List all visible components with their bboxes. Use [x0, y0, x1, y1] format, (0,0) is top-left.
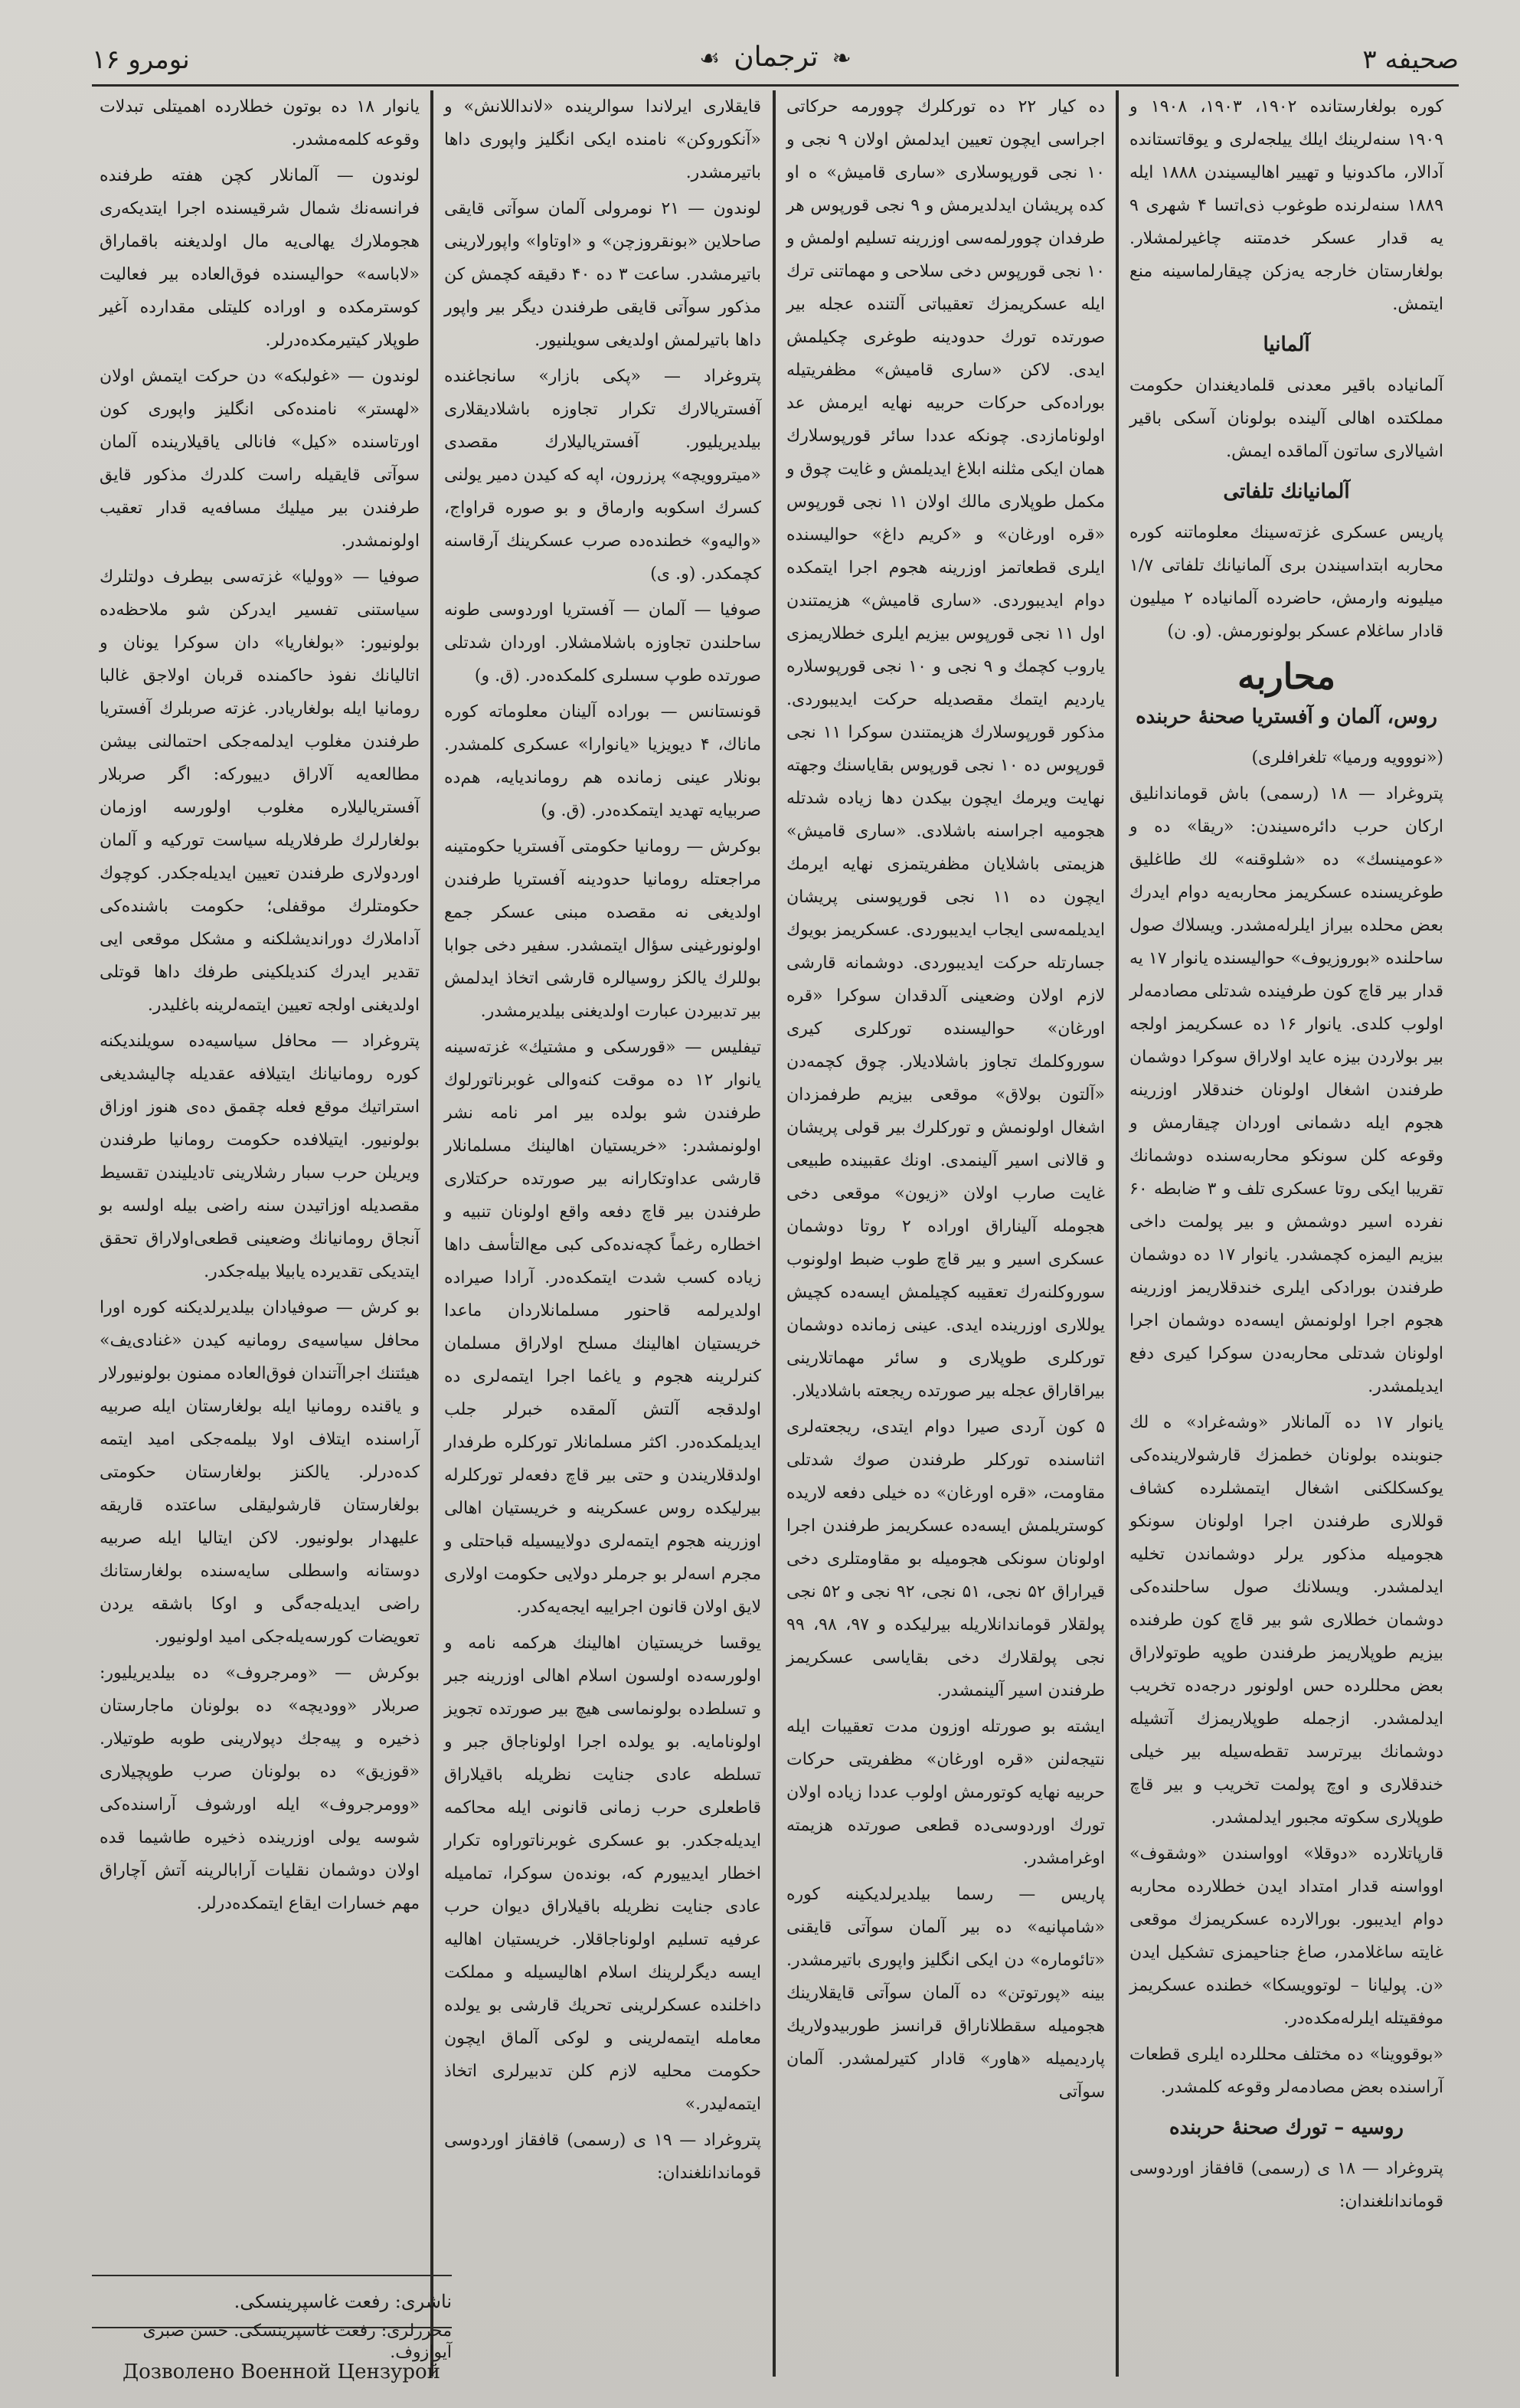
- page-number: صحیفه ۳: [1362, 44, 1459, 75]
- article-paragraph: پتروغراد — ۱۸ (رسمی) باش قوماندانلیق ارکان حرب دائره‌سیندن: «ریقا» ده و «عومینسك» ده «شلوقنه» لك طاغلیق طوغریسنده عسکریمز محاربه‌یه دوام ایدرك بعض محلده بیراز ایلرله‌مشدر. ویسلاك صول ساحلنده «بوروزیوف» حوالیسنده یانوار ۱۷ یه قدار بیر قاچ کون طرفینده شدتلی مصادمه‌لر اولوب کلدی. یانوار ۱۶ ده عسکریمز اولجه بیر بولاردن بیزه عاید اولاراق سوکرا دوشمان طرفندن اشغال اولونان خندقلار اوزرینه هجوم ایله دشمانی اوردان چیقارمش و وقوعه کلن سونکو محاربه‌سنده دوشمانك تقریبا ایکی روتا عسکری تلف و ۳ ضابطه ۶۰ نفرده اسیر دوشمش و بیر پولمت داخی بیزیم الیمزه کچمشدر. یانوار ۱۷ ده دوشمان طرفندن بورادکی ایلری خندقلاریمز اوزرینه هجوم اجرا اولونمش ایسه‌ده دوشمان اجرا اولونان شدتلی محاربه‌دن سوکرا کیری دفع ایدیلمشدر.: [1129, 784, 1443, 1396]
- section-heading: محاربه: [1237, 656, 1336, 697]
- article-paragraph: آلمانیاده باقیر معدنی قلمادیغندان حکومت مملکتده اهالی آلینده بولونان آسکی باقیر اشیالاری ساتون آلماقده ایمش.: [1129, 376, 1443, 461]
- column-divider: [773, 90, 776, 2377]
- publisher-line: [92, 2284, 452, 2319]
- article-paragraph: قایقلاری ایرلاندا سوالرینده «لانداللانش» و «آنکوروکن» نامنده ایکی انگلیز واپوری داها باتیرمشدر.: [444, 97, 761, 182]
- column-1: [1122, 90, 1451, 2377]
- editor-name: حسن صبری آیوازوف.: [142, 2321, 452, 2362]
- column-4: [92, 90, 427, 2250]
- article-paragraph: «بوقووینا» ده مختلف محللرده ایلری قطعات آراسنده بعض مصادمه‌لر وقوعه کلمشدر.: [1129, 2045, 1443, 2097]
- article-paragraph: قونستانس — بوراده آلینان معلوماته کوره ماناك، ۴ دیویزیا «یانوارا» عسکری کلمشدر. بونلار عینی زمانده هم روماندیایه، هم‌ده صربیایه تهدید ایتمکده‌در. (ق. و): [444, 702, 761, 820]
- article-paragraph: پتروغراد — محافل سیاسیه‌ده سویلندیکنه کوره رومانیانك ایتیلافه عقدیله چالیشدیغی استراتیك موقع فعله چقمق ده‌ی هنوز اوزاق بولونیور. ایتیلافده حکومت رومانیا طرفندن ویریلن حرب سبار رشلارینی تادیلیندن تقسیط مقصدیله اوزاتیدن سنه راضی بیله اولسه بو آنجاق رومانیانك وضعینی قطعی‌اولاراق تحقق ایتدیکی تقدیرده یابیلا بیله‌جکدر.: [100, 1032, 420, 1281]
- article-paragraph: ۵ کون آردی صیرا دوام ایتدی، ریجعته‌لری اثناسنده تورکلر طرفندن صوك شدتلی مقاومت، «قره اورغان» ده خیلی دفعه لاریده کوستریلمش ایسه‌ده عسکریمز طرفندن اجرا اولونان سونکی هجومیله بو مقاومتلری دخی قیراراق ۵۲ نجی، ۵۱ نجی، ۹۲ نجی و ۵۲ نجی پولقلار قوماندانلاریله بیرلیکده و ۹۷، ۹۸، ۹۹ نجی پولقلارك دخی بقایاسی عسکریمز طرفندن اسیر آلینمشدر.: [786, 1418, 1106, 1700]
- masthead: [92, 41, 1459, 73]
- article-paragraph: پتروغراد — ۱۹ ی (رسمی) قافقاز اوردوسی قوماندانلغندان:: [444, 2131, 761, 2183]
- section-subheading: آلمانیانك تلفاتی: [1223, 480, 1350, 503]
- column-divider: [1116, 90, 1119, 2377]
- article-paragraph: یوقسا خریستیان اهالینك هرکمه نامه و اولورسه‌ده اولسون اسلام اهالی اوزرینه جبر و تسلط‌ده بولونماسی هیچ بیر صورتده تجویز اولونامایه. بو یولده اجرا اولوناجاق جبر و تسلطه عادی جنایت نظریله باقیلاراق قاطعلری حرب زمانی قانونی ایله محاکمه ایدیله‌جکدر. بو عسکری غوبرناتوراوه تکرار اخطار ایدییورم که، بونده‌ن سوکرا، تمامیله عادی جنایت نظریله باقیلاراق دیوان حرب عرفیه تسلیم اولوناجاقلار. خریستیان اهالیه ایسه دیگرلرینك اسلام اهالیسیله و مملکت داخلنده عسکرلرینی تحریك قارشی بو یولده معامله ایتمه‌لرینی و لوکی آلماق ایچون حکومت محلیه لازم کلن تدبیرلری اتخاذ ایتمه‌لیدر.»: [444, 1634, 761, 2114]
- issue-number: نومرو ۱۶: [92, 44, 190, 75]
- editors-label: محررلری:: [381, 2321, 452, 2341]
- article-paragraph: یانوار ۱۷ ده آلمانلار «وشه‌غراد» ه لك جنوبنده بولونان خطمزك قارشولارینده‌کی یوکسکلکنی اشغال ایتمشلرده کشاف قوللاری طرفندن اجرا اولونان سونکو هجومیله مذکور یرلر دوشماندن تخلیه ایدلمشدر. ویسلانك صول ساحلنده‌کی دوشمان خطلاری شو بیر قاچ کون طرفنده بیزیم طوپلاریمز طرفندن طوپه طوتولاراق بعض محللرده حس اولونور درجه‌ده تخریب ایدلمشدر. ازجمله طوپلاریمزك آتشیله دوشمانك بیرترسد تقطه‌سیله بیر خیلی خندقلاری و اوچ پولمت تخریب و بیر قاچ طوپلاری سکوته مجبور ایدلمشدر.: [1129, 1413, 1444, 1827]
- ornament-icon: ☙: [699, 45, 721, 72]
- article-paragraph: لوندون — ۲۱ نومرولی آلمان سوآتی قایقی صاحلاین «بونقروزچن» و «اوتاوا» واپورلارینی باتیرمشدر. ساعت ۳ ده ۴۰ دقیقه کچمش کن مذکور سوآتی قایقی طرفندن دیگر بیر واپور داها باتیرلمش اولدیغی سویلنیور.: [444, 199, 761, 350]
- article-paragraph: صوفیا — «وولیا» غزته‌سی بیطرف دولتلرك سیاستنی تفسیر ایدرکن شو ملاحظه‌ده بولونیور: «بولغاریا» دان سوکرا یونان و اتالیانك نفوذ حاکمنده قربان اولاجق غالبا رومانیا ایله بولغاریادر. غزته صربلرك آفستریا طرفندن مغلوب ایدلمه‌جکی احتمالنی بیشن مطالعه‌یه آلاراق دییورکه: اگر صربلار آفستریالیلاره مغلوب اولورسه اوزمان بولغارلرك طرفلاریله سیاست تورکیه و آلمان اوردولاری طرفندن تعیین ایدیله‌جکدر. کوچوك حکومتلرك موقفلی؛ حکومت باشنده‌کی آداملارك دوراندیشلکنه و مشکل موقعی ایی تقدیر ایدرك کندیلکینی طرفك داها قوتلی اولدیغنی اولجه تعیین ایتمه‌لرینه باغلیدر.: [100, 568, 420, 1015]
- article-paragraph: بوکرش — رومانیا حکومتی آفستریا حکومتینه مراجعتله رومانیا حدودینه آفستریا طرفندن اولدیغی نه مقصده مبنی عسکر جمع اولونورغینی سؤال ایتمشدر. سفیر دخی جوابا بوللرك یالکز روسیالره قارشی اتخاذ ایدلمش بیر تدبیردن عبارت اولدیغنی بیلدیرمشدر.: [444, 837, 761, 1021]
- censor-note: Дозволено Военной Цензурой: [123, 2361, 440, 2383]
- masthead-title: ترجمان: [734, 41, 819, 73]
- article-paragraph: لوندون — آلمانلار کچن هفته طرفنده فرانسه‌نك شمال شرقیسنده اجرا ایتدیکه‌ری هجوملارك یهالی‌یه مال اولدیغنه باقماراق «لاباسه» حوالیسنده فوق‌العاده بیر فعالیت کوسترمکده و اوراده کلیتلی مقدارده آغیر طوپلار کیتیرمکده‌درلر.: [100, 166, 420, 350]
- article-paragraph: تیفلیس — «قورسکی و مشتیك» غزته‌سینه یانوار ۱۲ ده موقت کنه‌والی غوبرناتورلوك طرفندن شو بولده بیر امر نامه نشر اولونمشدر: «خریستیان اهالینك مسلمانلار قارشی عداوتکارانه بیر صورتده حرکتلاری طرفندن بیر قاچ دفعه واقع اولونان تنبیه و اخطاره رغماً کچه‌نده‌کی کبی مع‌التأسف داها زیاده کسب شدت ایتمکده‌در. آرادا صیراده اولدیرلمه قاحنور مسلمانلاردان ماعدا خریستیان اهالینك مسلح اولاراق مسلمان کنرلرینه هجوم و یاغما اجرا ایتمه‌لری ده اولدقجه آلتش آلمقده خبرلر جلب ایدیلمکده‌در. اکثر مسلمانلار تورکلره طرفدار اولدقلاریندن و حتی بیر قاچ دفعه‌لر تورکلرله بیرلیکده روس عسکرینه و خریستیان اهالی اوزرینه هجوم ایتمه‌لری دولاییسیله قباحتلی و مجرم اسه‌لر بو جرملر دولایی حکومت اولاری لایق اولان قانون اجراییه ایجه‌یه‌کدر.: [444, 1038, 761, 1617]
- article-paragraph: ایشته بو صورتله اوزون مدت تعقیبات ایله نتیجه‌لنن «قره اورغان» مظفریتی حرکات حربیه نهایه کوتورمش اولوب عددا زیاده اولان تورك اوردوسی‌ده قطعی صورتده هزیمته اوغرامشدر.: [786, 1717, 1105, 1868]
- section-subheading: روس، آلمان و آفستریا صحنهٔ حربنده: [1136, 705, 1437, 728]
- article-paragraph: قارپاتلارده «دوقلا» اوواسندن «وشقوف» اوواسنه قدار امتداد ایدن خطلارده محاربه دوام ایدیبور. بورالارده عسکریمزك موقعی غایته ساغلامدر، صاغ جناحیمزی تشکیل ایدن «ن. پولیانا – لوتوویسکا» خطنده عسکریمز موفقیتله ایلرله‌مکده‌در.: [1129, 1844, 1443, 2028]
- article-paragraph: پتروغراد — «پکی بازار» سانجاغنده آفستریالارك تکرار تجاوزه باشلادیقلاری بیلدیریلیور. آفستریالیلارك مقصدی «میتروویچه» پرزرون، اپه که کیدن دمیر یولنی کسرك اسکوبه وارماق و بو صوره قراواج، «والیه‌و» خطنده‌ده صرب عسکرینك آرقاسنه کچمکدر. (و. ی): [444, 367, 761, 584]
- editors-block: [92, 2321, 452, 2364]
- section-subheading: روسیه – تورك صحنهٔ حربنده: [1169, 2116, 1404, 2139]
- page-header: [92, 31, 1459, 87]
- editor-name: رفعت غاسپرینسکی.: [234, 2321, 376, 2341]
- publisher-name: رفعت غاسپرینسکی.: [234, 2291, 390, 2312]
- ornament-icon: ❧: [832, 45, 852, 72]
- divider: [92, 2275, 452, 2276]
- article-paragraph: یانوار ۱۸ ده بوتون خطلارده اهمیتلی تبدلات وقوعه کلمه‌مشدر.: [100, 97, 420, 149]
- article-paragraph: بوکرش — «ومرجروف» ده بیلدیریلیور: صربلار «وودیچه» ده بولونان ماجارستان ذخیره و پیه‌جك دپولارینی طوبه طوتیلار. «قوزیق» ده بولونان صرب طوپچیلاری «وومرجروف» ایله اورشوف آراسنده‌کی شوسه یولی اوزرینده ذخیره طاشیما قده اولان دوشمان نقلیات آرابالرینه آتش آچاراق مهم خسارات ایقاع ایتمکده‌درلر.: [100, 1664, 420, 1913]
- article-paragraph: کوره بولغارستانده ۱۹۰۲، ۱۹۰۳، ۱۹۰۸ و ۱۹۰۹ سنه‌لرینك ایلك ییلجه‌لری و یوقاتستانده آدالار، ماکدونیا و تهییر اهالیسیندن ۱۸۸۸ ایله ۱۸۸۹ سنه‌لرنده طوغوب ذی‌اتسا ۴ شهری ۹ یه قدار عسکر خدمتنه چاغیرلمشلار. بولغارستان خارجه یه‌زکن چیقارلماسینه منع ایتمش.: [1129, 97, 1444, 314]
- section-subheading: آلمانیا: [1263, 333, 1310, 356]
- column-2: [779, 90, 1113, 2377]
- article-paragraph: بو کرش — صوفیادان بیلدیرلدیکنه کوره اورا محافل سیاسیه‌ی رومانیه کیدن «غنادی‌یف» هیئتنك اجراآتندان فوق‌العاده ممنون بولونیورلار و یاقنده رومانیا ایله بولغارستان ایله صربیه آراسنده ایتلاف اولا بیلمه‌جکی امید ایتمه کده‌درلر. یالکنز بولغارستان حکومتی بولغارستان قارشولیقلی ساعتده قاریقه علیهدار بولونیور. لاکن ایتالیا ایله صربیه دوستانه واسطلی سایه‌سنده بولغارستانك راضی ایدیله‌جه‌گی و اوکا باشقه یردن تعویضات کورسه‌یله‌جکی امید اولونیور.: [100, 1298, 420, 1647]
- article-paragraph: لوندون — «غولبکه» دن حرکت ایتمش اولان «لهستر» نامنده‌کی انگلیز واپوری کون اورتاسنده «کیل» فانالی یاقیلارینده آلمان سوآتی قایقیله راست کلدرك مذکور قایق طرفندن بیر میلیك مسافه‌یه قدار تعقیب اولونمشدر.: [100, 367, 420, 551]
- columns-area: [92, 90, 1451, 2377]
- article-paragraph: پاریس عسکری غزته‌سینك معلوماتنه کوره محاربه ابتداسیندن بری آلمانیانك تلفاتی ۱/۷ میلیونه وارمش، حاضرده آلمانیاده ۲ میلیون قادار ساغلام عسکر بولونورمش. (و. ن): [1129, 523, 1443, 641]
- article-paragraph: پتروغراد — ۱۸ ی (رسمی) قافقاز اوردوسی قوماندانلغندان:: [1129, 2159, 1443, 2211]
- article-paragraph: صوفیا — آلمان — آفستریا اوردوسی طونه ساحلندن تجاوزه باشلامشلار. اوردان شدتلی صورتده طوپ سسلری کلمکده‌در. (ق. و): [444, 600, 761, 685]
- article-paragraph: («نووویه ورمیا» تلغرافلری): [1251, 748, 1443, 767]
- column-divider: [430, 90, 433, 2377]
- article-paragraph: ده کیار ۲۲ ده تورکلرك چوورمه حرکاتی اجراسی ایچون تعیین ایدلمش اولان ۹ نجی و ۱۰ نجی قورپوسلاری «ساری قامیش» ه او کده پریشان ایدلدیرمش و ۹ نجی قورپوس هر طرفدان چوورلمه‌سی اوزرینه تسلیم اولمش و ۱۰ نجی قورپوس دخی سلاحی و مهماتنی ترك ایله عسکریمزك تعقیباتی آلتنده عجله بیر صورتده تورك حدودینه طوغری چکیلمش ایدی. لاکن «ساری قامیش» مظفریتیله بوراده‌کی حرکات حربیه نهایه ایرمش عد اولونامازدی. چونکه عددا سائر قورپوسلارك همان ایکی مثلنه ابلاغ ایدیلمش و غایت چوق و مکمل طوپلاری مالك اولان ۱۱ نجی قورپوس «قره اورغان» و «کریم داغ» حوالیسنده ایلری قطعاتمز اوزرینه هجوم اجرا ایتمکده دوام ایدیبوردی. «ساری قامیش» هزیمتندن اول ۱۱ نجی قورپوس بیزیم ایلری خطلاریمزی یاروب کچمك و ۹ نجی و ۱۰ نجی قورپوسلاره یاردیم ایتمك مقصدیله حرکت ایدیبوردی. مذکور قورپوسلارك هزیمتندن سوکرا ۱۱ نجی قورپوس ده ۱۰ نجی قورپوس بقایاسنك وجهته نهایت ویرمك ایچون بیکدن دها زیاده شدتله هجومیه اجراسنه باشلادی. «ساری قامیش» هزیمتی باشلایان مظفریتمزی نهایه ایرمك ایچون ده ۱۱ نجی قورپوسنی پریشان ایدیلمه‌سی ایجاب ایدیبوردی. عسکریمز بویوك جسارتله حرکت ایدیبوردی. دوشمانه قارشی لازم اولان وضعینی آلدقدان سوکرا «قره اورغان» حوالیسنده تورکلری کیری سوروکلمك تجاوز باشلادیلار. چوق کچمه‌دن «آلتون بولاق» موقعی بیزیم طرفمزدان اشغال اولونمش و تورکلرك بیر قولی پریشان و قالانی اسیر آلینمدی. اونك عقبینده طبیعی غایت صارب اولان «زیون» موقعی دخی هجومله آلیناراق اوراده ۲ روتا دوشمان عسکری اسیر و بیر قاچ طوب ضبط اولونوب سوروکلنه‌رك تعقیبه کچیلمش ایسه‌ده کچیش یوللاری اوزرینده ایدی. عینی زمانده دوشمان تورکلری طوپلاری و سائر مهماتلارینی بیراقاراق عجله بیر صورتده ریجعته باشلادیلار.: [786, 97, 1105, 1401]
- article-paragraph: پاریس — رسما بیلدیرلدیکینه کوره «شامپانیه» ده بیر آلمان سوآتی قایقنی «تائوماره» دن ایکی انگلیز واپوری باتیرمشدر. بینه «پورتوتن» ده آلمان سوآتی قایقلارینك هجومیله سقطلاناراق قرانسز طوربیدولاریك پاردیمیله «هاور» قادار کتیرلمشدر. آلمان سوآتی: [786, 1885, 1105, 2102]
- publisher-label: ناشری:: [394, 2291, 452, 2312]
- column-3: [436, 90, 769, 2377]
